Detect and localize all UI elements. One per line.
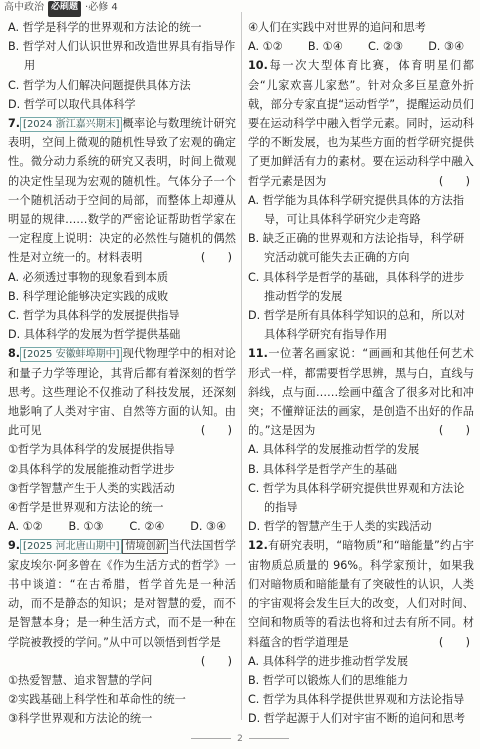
q10-option-a: A. 哲学能为具体科学研究提供具体的方法指导，可让具体科学研究少走弯路 [248, 193, 464, 227]
question-stem: 现代物理学中的相对论和量子力学等理论，其背后都有着深刻的哲学思考。这些理论不仅推动了科技发展，还深刻地影响了人类对宇宙、自然等方面的认知。由此可见 [8, 347, 236, 438]
q8-options [8, 517, 236, 536]
question-11 [248, 344, 474, 440]
question-7 [8, 114, 236, 268]
question-stem: 一位著名画家说：“画画和其他任何艺术形式一样，都需要哲学思辨，黑与白，直线与斜线，点与面……绘画中蕴含了很多对比和冲突；不懂辩证法的画家，是创造不出好的作品的。”这是因为 [248, 347, 474, 438]
q9-option-c: C. ②③ [367, 40, 403, 54]
source-tag: [2025 河北唐山期中] [20, 539, 122, 554]
answer-blank: ( ) [200, 654, 232, 668]
answer-blank: ( ) [200, 251, 232, 265]
brand-logo: 必刷题 [48, 1, 81, 17]
innovation-tag: 情境创新 [122, 539, 168, 554]
page-number: 2 [237, 734, 243, 744]
question-number: 11. [248, 347, 268, 361]
answer-blank: ( ) [438, 424, 470, 438]
q8-option-a: A. ①② [8, 520, 43, 534]
q10-option-c: C. 具体科学是哲学的基础，具体科学的进步推动哲学的发展 [248, 270, 465, 303]
q11-option-a: A. 具体科学的发展推动哲学的发展 [248, 443, 420, 457]
book-name: ·必修 4 [85, 2, 118, 13]
question-stem: 当代法国哲学家皮埃尔·阿多曾在《作为生活方式的哲学》一书中谈道：“在古希腊，哲学首先是一种活动，而不是静态的知识；是对智慧的爱，而不是智慧本身；是一种生活方式，而不是一种在学院被教授的学问。”从中可以领悟到哲学是 [8, 539, 236, 649]
q9-item-1: ①热爱智慧、追求智慧的学问 [8, 673, 153, 687]
q11-option-c: C. 哲学为具体科学研究提供世界观和方法论的指导 [248, 481, 465, 515]
q9-item-3: ③科学世界观和方法论的统一 [8, 712, 153, 726]
question-stem: 每一次大型体育比赛，体育明星们都会“儿家欢喜儿家愁”。针对众多巨星意外折戟，部分专家直提“运动哲学”，提醒运动员们要在运动科学中融入哲学元素。同时，运动科学的不断发展，也为某些方面的哲学研究提供了更加鲜活有力的素材。要在运动科学中融入哲学元素是因为 [248, 59, 474, 188]
source-tag: [2024 浙江嘉兴期末] [20, 117, 122, 132]
q7-option-a: A. 必须透过事物的现象看到本质 [8, 270, 169, 284]
q7-option-d: D. 具体科学的发展为哲学提供基础 [8, 328, 181, 342]
q8-item-2: ②具体科学的发展能推动哲学进步 [8, 462, 175, 476]
q9-option-a: A. ①② [248, 40, 283, 54]
source-tag: [2025 安徽蚌埠期中] [20, 347, 122, 362]
q12-option-d: D. 哲学起源于人们对宇宙不断的追问和思考 [248, 712, 466, 726]
q6-option-b: B. 哲学对人们认识世界和改造世界具有指导作用 [8, 40, 236, 73]
q7-option-c: C. 哲学为具体科学的发展提供指导 [8, 309, 180, 323]
question-12 [248, 536, 474, 651]
subject-title: 高中政治 [4, 2, 44, 13]
question-stem: 有研究表明，“暗物质”和“暗能量”约占宇宙物质总质量的 96%。科学家预计，如果我们对暗物质和暗能量有了突破性的认识，人类的宇宙观将会发生巨大的改变，人们对时间、空间和物质等的看法也将和过去有所不同。材料蕴含的哲学道理是 [248, 539, 474, 649]
answer-blank: ( ) [438, 174, 470, 188]
q11-option-d: D. 哲学的智慧产生于人类的实践活动 [248, 520, 432, 534]
question-number: 10. [248, 59, 268, 73]
q12-option-b: B. 哲学可以锻炼人们的思维能力 [248, 673, 409, 687]
question-number: 12. [248, 539, 268, 553]
question-8 [8, 344, 236, 440]
q9-item-2: ②实践基础上科学性和革命性的统一 [8, 693, 186, 707]
q11-option-b: B. 具体科学是哲学产生的基础 [248, 462, 398, 476]
q6-option-a: A. 哲学是科学的世界观和方法论的统一 [8, 21, 202, 34]
q8-item-4: ④哲学是世界观和方法论的统一 [8, 501, 164, 515]
right-column [248, 8, 474, 729]
question-number: 7. [8, 117, 21, 131]
left-column [8, 8, 236, 729]
q9-option-d: D. ③④ [428, 40, 464, 54]
q10-option-d: D. 哲学是所有具体科学知识的总和，所以对具体科学研究有指导作用 [248, 309, 466, 342]
q12-option-a: A. 具体科学的进步推动哲学发展 [248, 654, 409, 668]
q8-item-3: ③哲学智慧产生于人类的实践活动 [8, 481, 175, 495]
q8-item-1: ①哲学为具体科学的发展提供指导 [8, 443, 175, 457]
q9-option-b: B. ①④ [307, 40, 343, 54]
question-10 [248, 56, 474, 190]
footer-rule-left [191, 738, 231, 739]
question-number: 9. [8, 539, 21, 553]
q10-option-b: B. 缺乏正确的世界观和方法论指导，科学研究活动就可能失去正确的方向 [248, 232, 465, 265]
question-number: 8. [8, 347, 21, 361]
q9-item-4: ④人们在实践中对世界的追问和思考 [248, 21, 426, 34]
question-9 [8, 536, 236, 651]
q12-option-c: C. 哲学为具体科学提供世界观和方法论指导 [248, 693, 465, 707]
page-footer [0, 730, 480, 749]
q6-option-c: C. 哲学为人们解决问题提供具体方法 [8, 78, 191, 92]
footer-rule-right [249, 738, 289, 739]
q6-option-d: D. 哲学可以取代具体科学 [8, 97, 136, 111]
q8-option-d: D. ③④ [190, 520, 226, 534]
q7-option-b: B. 科学理论能够决定实践的成败 [8, 289, 169, 303]
column-divider [241, 12, 242, 720]
question-stem: 概率论与数理统计研究表明，空间上微观的随机性导致了宏观的确定性。微分动力系统的研究又表明，时间上微观的决定性呈现为宏观的随机性。气体分子一个一个随机活动于空间的局部，而整体上却遵从明显的规律……数学的严密论证帮助哲学家在一定程度上说明：决定的必然性与随机的偶然性是对立统一的。材料表明 [8, 117, 236, 265]
answer-blank: ( ) [200, 424, 232, 438]
answer-blank: ( ) [438, 635, 470, 649]
q8-option-c: C. ②④ [129, 520, 165, 534]
q8-option-b: B. ①③ [68, 520, 104, 534]
q9-options [248, 37, 474, 56]
